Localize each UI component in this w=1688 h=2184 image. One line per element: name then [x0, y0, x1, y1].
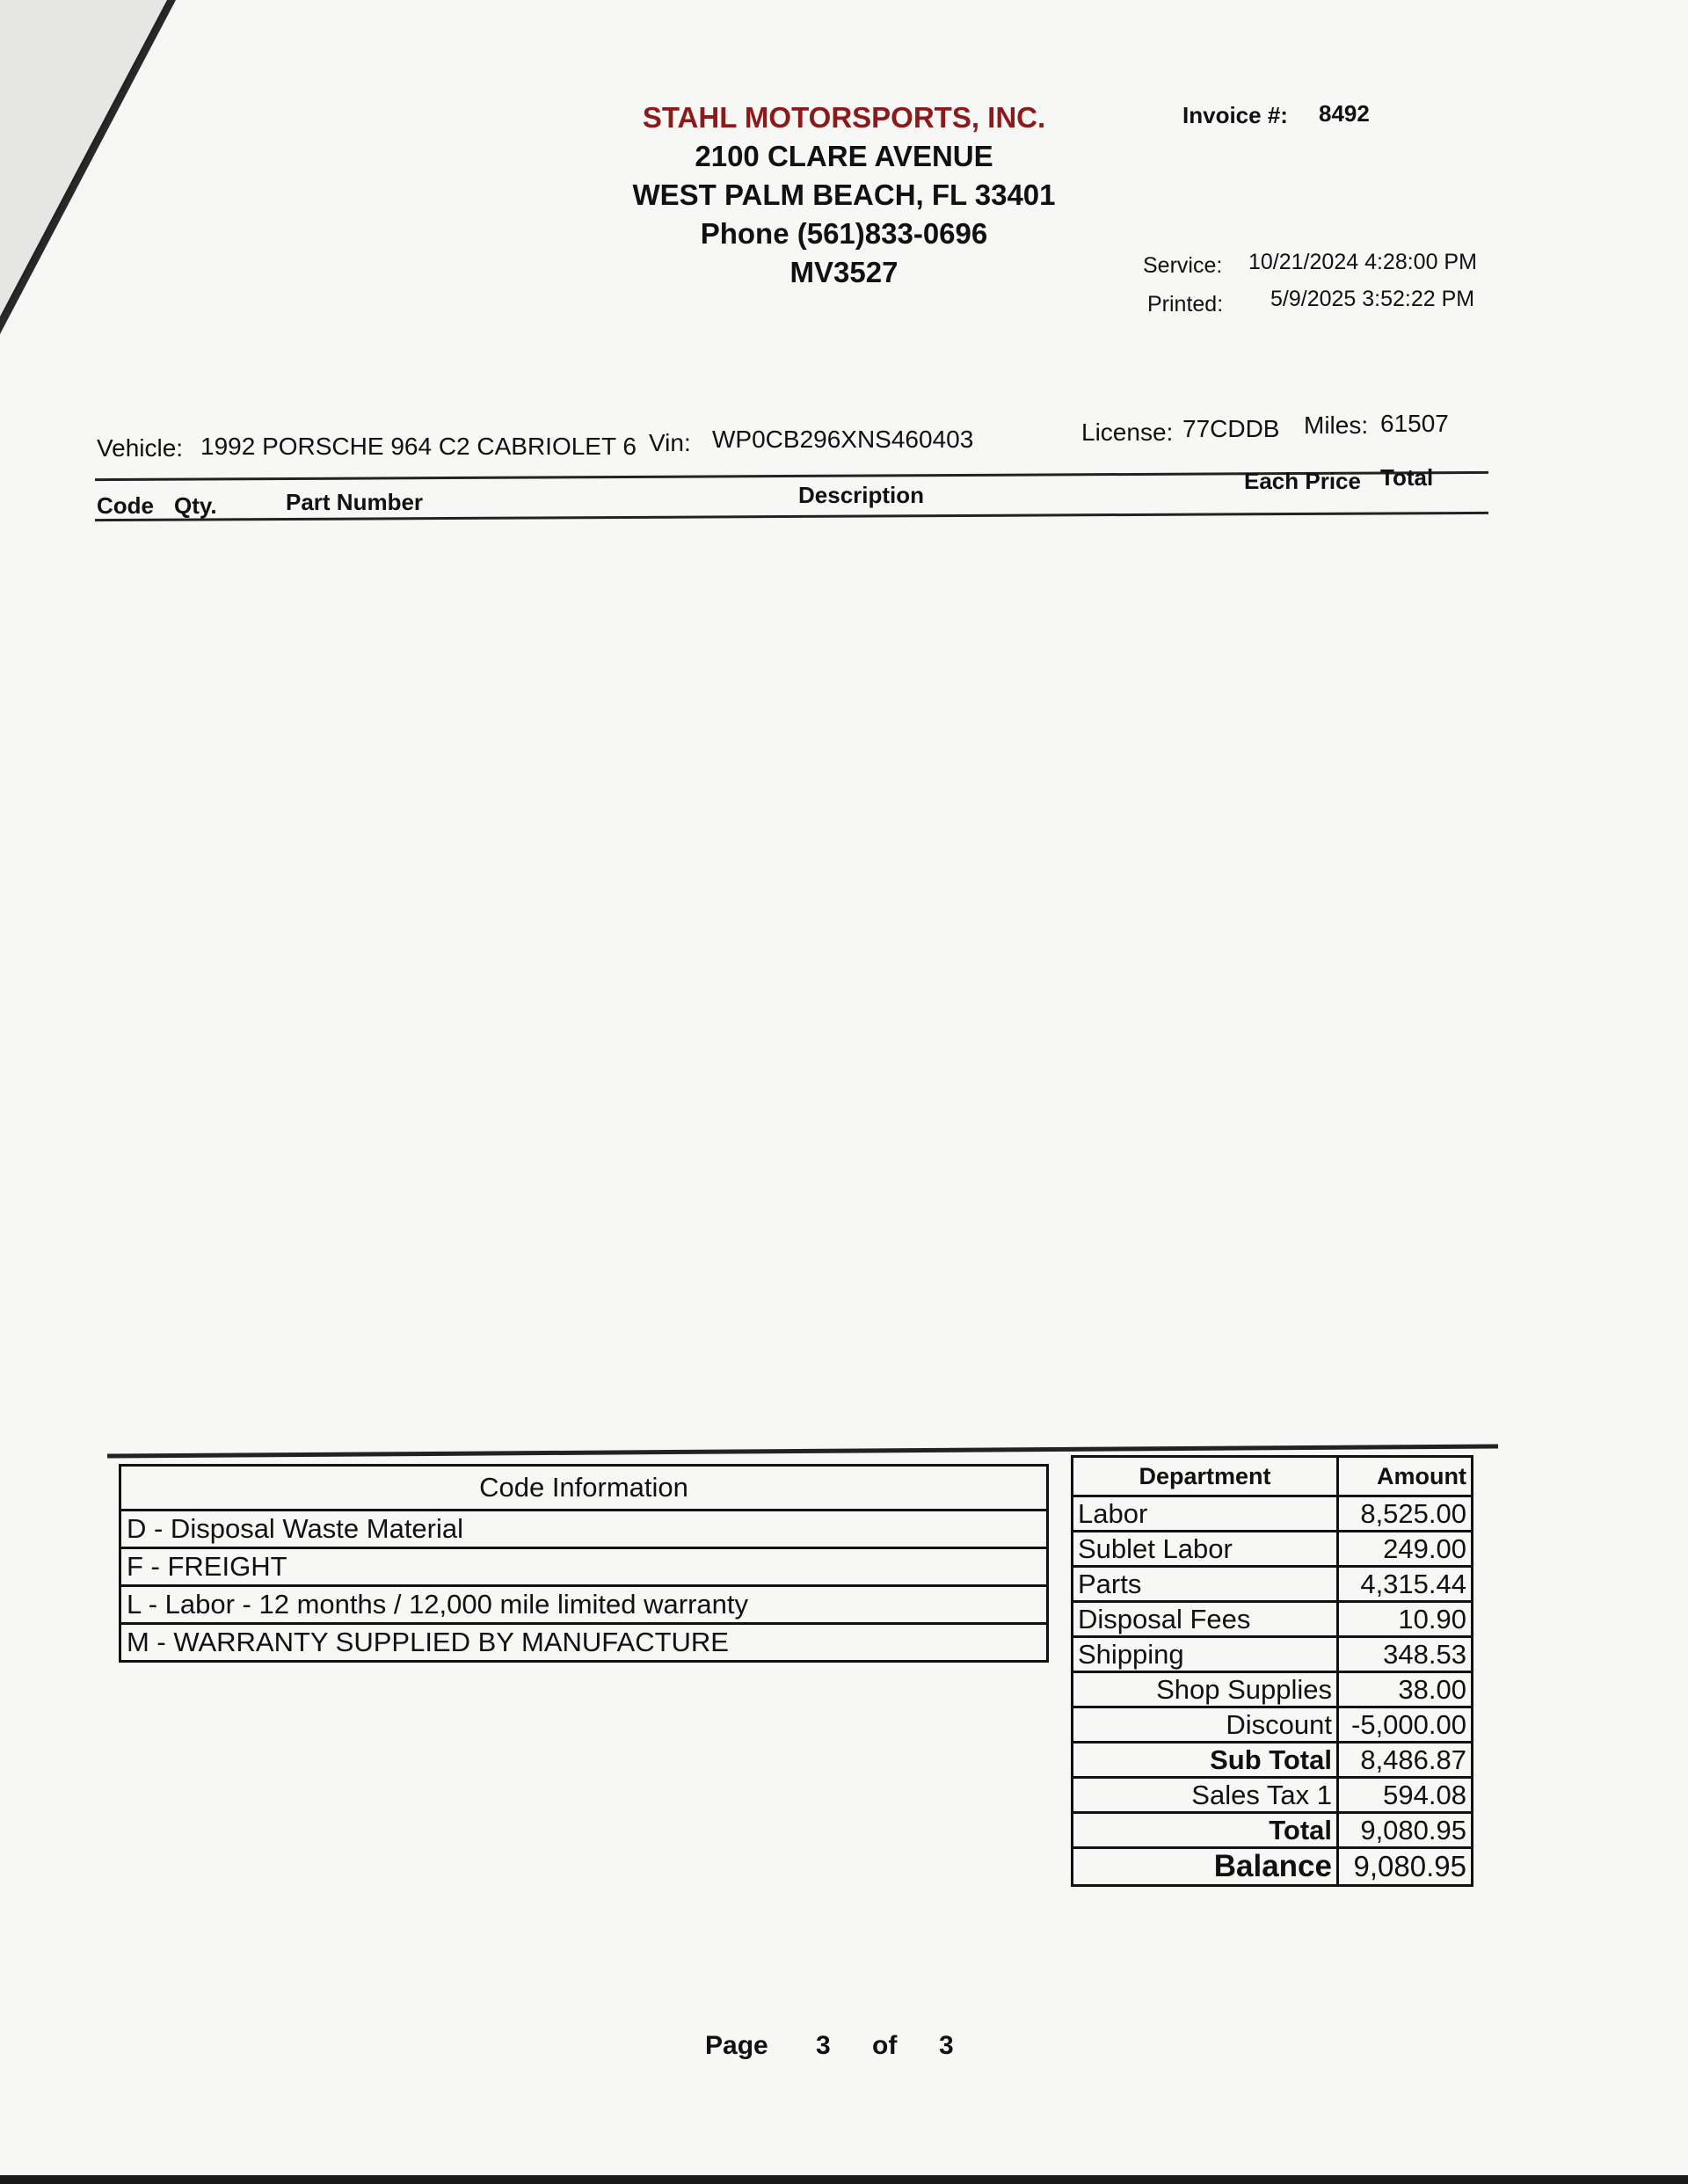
service-date: 10/21/2024 4:28:00 PM — [1248, 250, 1477, 274]
col-qty: Qty. — [174, 492, 217, 519]
company-phone: Phone (561)833-0696 — [700, 217, 988, 250]
page-label: Page — [705, 2031, 768, 2060]
total-label: Total — [1073, 1813, 1338, 1848]
col-description: Description — [798, 482, 925, 508]
code-information-title: Code Information — [120, 1466, 1048, 1511]
company-license-code: MV3527 — [789, 256, 899, 288]
col-total: Total — [1380, 464, 1434, 491]
vehicle-label: Vehicle: — [97, 434, 184, 462]
discount-amount: -5,000.00 — [1338, 1707, 1473, 1743]
company-header — [615, 98, 1073, 292]
scan-bottom-edge — [0, 2175, 1688, 2184]
code-item: F - FREIGHT — [120, 1548, 1048, 1586]
printed-label: Printed: — [1147, 292, 1224, 317]
folded-corner — [0, 0, 167, 317]
code-information-table — [119, 1464, 1049, 1663]
dept-amount: 10.90 — [1338, 1602, 1473, 1637]
service-label: Service: — [1143, 253, 1223, 278]
total-amount: 9,080.95 — [1338, 1813, 1473, 1848]
miles-label: Miles: — [1304, 411, 1369, 439]
vehicle-value: 1992 PORSCHE 964 C2 CABRIOLET 6 — [200, 433, 637, 460]
miles-value: 61507 — [1380, 410, 1449, 437]
printed-date: 5/9/2025 3:52:22 PM — [1270, 287, 1475, 311]
discount-label: Discount — [1073, 1707, 1338, 1743]
dept-amount: 38.00 — [1338, 1672, 1473, 1707]
license-label: License: — [1081, 419, 1174, 446]
dept-label: Shipping — [1073, 1637, 1338, 1672]
col-each-price: Each Price — [1244, 468, 1361, 494]
dept-label: Labor — [1073, 1496, 1338, 1532]
dept-amount: 8,525.00 — [1338, 1496, 1473, 1532]
code-item: D - Disposal Waste Material — [120, 1511, 1048, 1548]
sales-tax-label: Sales Tax 1 — [1073, 1778, 1338, 1813]
department-totals-table — [1071, 1455, 1473, 1887]
page-total: 3 — [939, 2031, 954, 2060]
dept-label: Disposal Fees — [1073, 1602, 1338, 1637]
dept-label: Parts — [1073, 1567, 1338, 1602]
company-city: WEST PALM BEACH, FL 33401 — [632, 178, 1056, 211]
dept-amount: 348.53 — [1338, 1637, 1473, 1672]
of-label: of — [872, 2031, 898, 2060]
invoice-number: 8492 — [1319, 100, 1370, 127]
page-current: 3 — [816, 2031, 831, 2060]
col-code: Code — [97, 492, 154, 519]
invoice-label: Invoice #: — [1182, 102, 1288, 128]
code-item: M - WARRANTY SUPPLIED BY MANUFACTURE — [120, 1624, 1048, 1662]
code-item: L - Labor - 12 months / 12,000 mile limited warranty — [120, 1586, 1048, 1624]
balance-amount: 9,080.95 — [1338, 1848, 1473, 1886]
dept-label: Sublet Labor — [1073, 1532, 1338, 1567]
col-part-number: Part Number — [286, 489, 424, 515]
dept-amount: 249.00 — [1338, 1532, 1473, 1567]
subtotal-amount: 8,486.87 — [1338, 1743, 1473, 1778]
company-address: 2100 CLARE AVENUE — [695, 140, 993, 172]
sales-tax-amount: 594.08 — [1338, 1778, 1473, 1813]
subtotal-label: Sub Total — [1073, 1743, 1338, 1778]
vin-value: WP0CB296XNS460403 — [712, 426, 974, 453]
department-header: Department — [1073, 1457, 1338, 1496]
amount-header: Amount — [1338, 1457, 1473, 1496]
vin-label: Vin: — [649, 429, 691, 456]
dept-amount: 4,315.44 — [1338, 1567, 1473, 1602]
license-value: 77CDDB — [1182, 415, 1280, 442]
balance-label: Balance — [1073, 1848, 1338, 1886]
company-name: STAHL MOTORSPORTS, INC. — [642, 101, 1046, 134]
dept-label: Shop Supplies — [1073, 1672, 1338, 1707]
